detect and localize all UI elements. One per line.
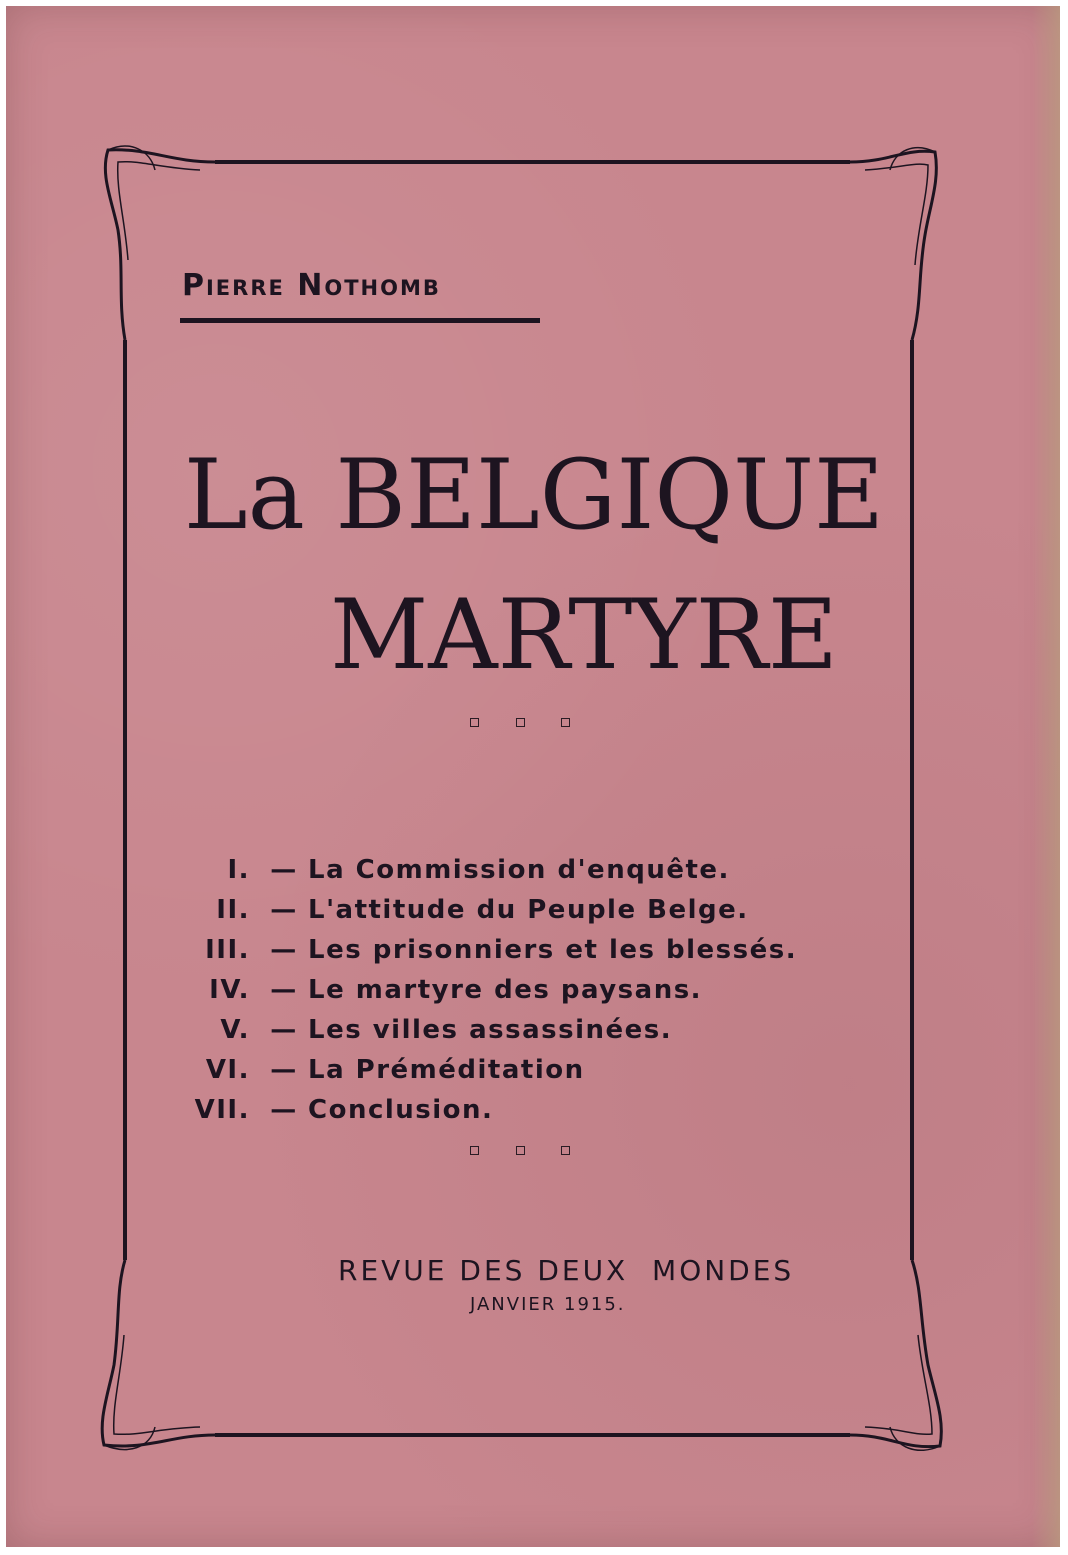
publication-date: JANVIER 1915. (470, 1294, 626, 1315)
toc-item (160, 1050, 797, 1090)
toc-dash: — (270, 855, 298, 885)
toc-item (160, 1010, 797, 1050)
toc-label: La Préméditation (308, 1055, 585, 1085)
toc-label: Le martyre des paysans. (308, 975, 703, 1005)
ornament-dots-bottom (470, 1146, 570, 1155)
toc-dash: — (270, 975, 298, 1005)
toc-number: III. (205, 935, 250, 965)
dot (561, 718, 570, 727)
toc-number: IV. (209, 975, 250, 1005)
toc-number: VII. (194, 1095, 250, 1125)
table-of-contents (160, 850, 797, 1130)
toc-item (160, 1090, 797, 1130)
dot (516, 1146, 525, 1155)
toc-dash: — (270, 895, 298, 925)
toc-label: Conclusion. (308, 1095, 494, 1125)
toc-dash: — (270, 1015, 298, 1045)
dot (470, 718, 479, 727)
title-line-2: MARTYRE (330, 579, 838, 691)
author-name: Pierre Nothomb (182, 268, 441, 303)
toc-label: La Commission d'enquête. (308, 855, 730, 885)
toc-item (160, 970, 797, 1010)
toc-number: II. (216, 895, 250, 925)
toc-label: Les prisonniers et les blessés. (308, 935, 798, 965)
dot (516, 718, 525, 727)
toc-item (160, 930, 797, 970)
toc-item (160, 890, 797, 930)
toc-number: V. (220, 1015, 250, 1045)
toc-number: VI. (205, 1055, 250, 1085)
toc-label: Les villes assassinées. (308, 1015, 673, 1045)
toc-number: I. (227, 855, 250, 885)
toc-dash: — (270, 1095, 298, 1125)
dot (470, 1146, 479, 1155)
toc-label: L'attitude du Peuple Belge. (308, 895, 749, 925)
publisher-name: REVUE DES DEUX MONDES (338, 1254, 795, 1287)
toc-dash: — (270, 935, 298, 965)
toc-dash: — (270, 1055, 298, 1085)
author-underline (180, 318, 540, 323)
dot (561, 1146, 570, 1155)
toc-item (160, 850, 797, 890)
title-line-1: La BELGIQUE (183, 439, 885, 551)
ornament-dots-top (470, 718, 570, 727)
